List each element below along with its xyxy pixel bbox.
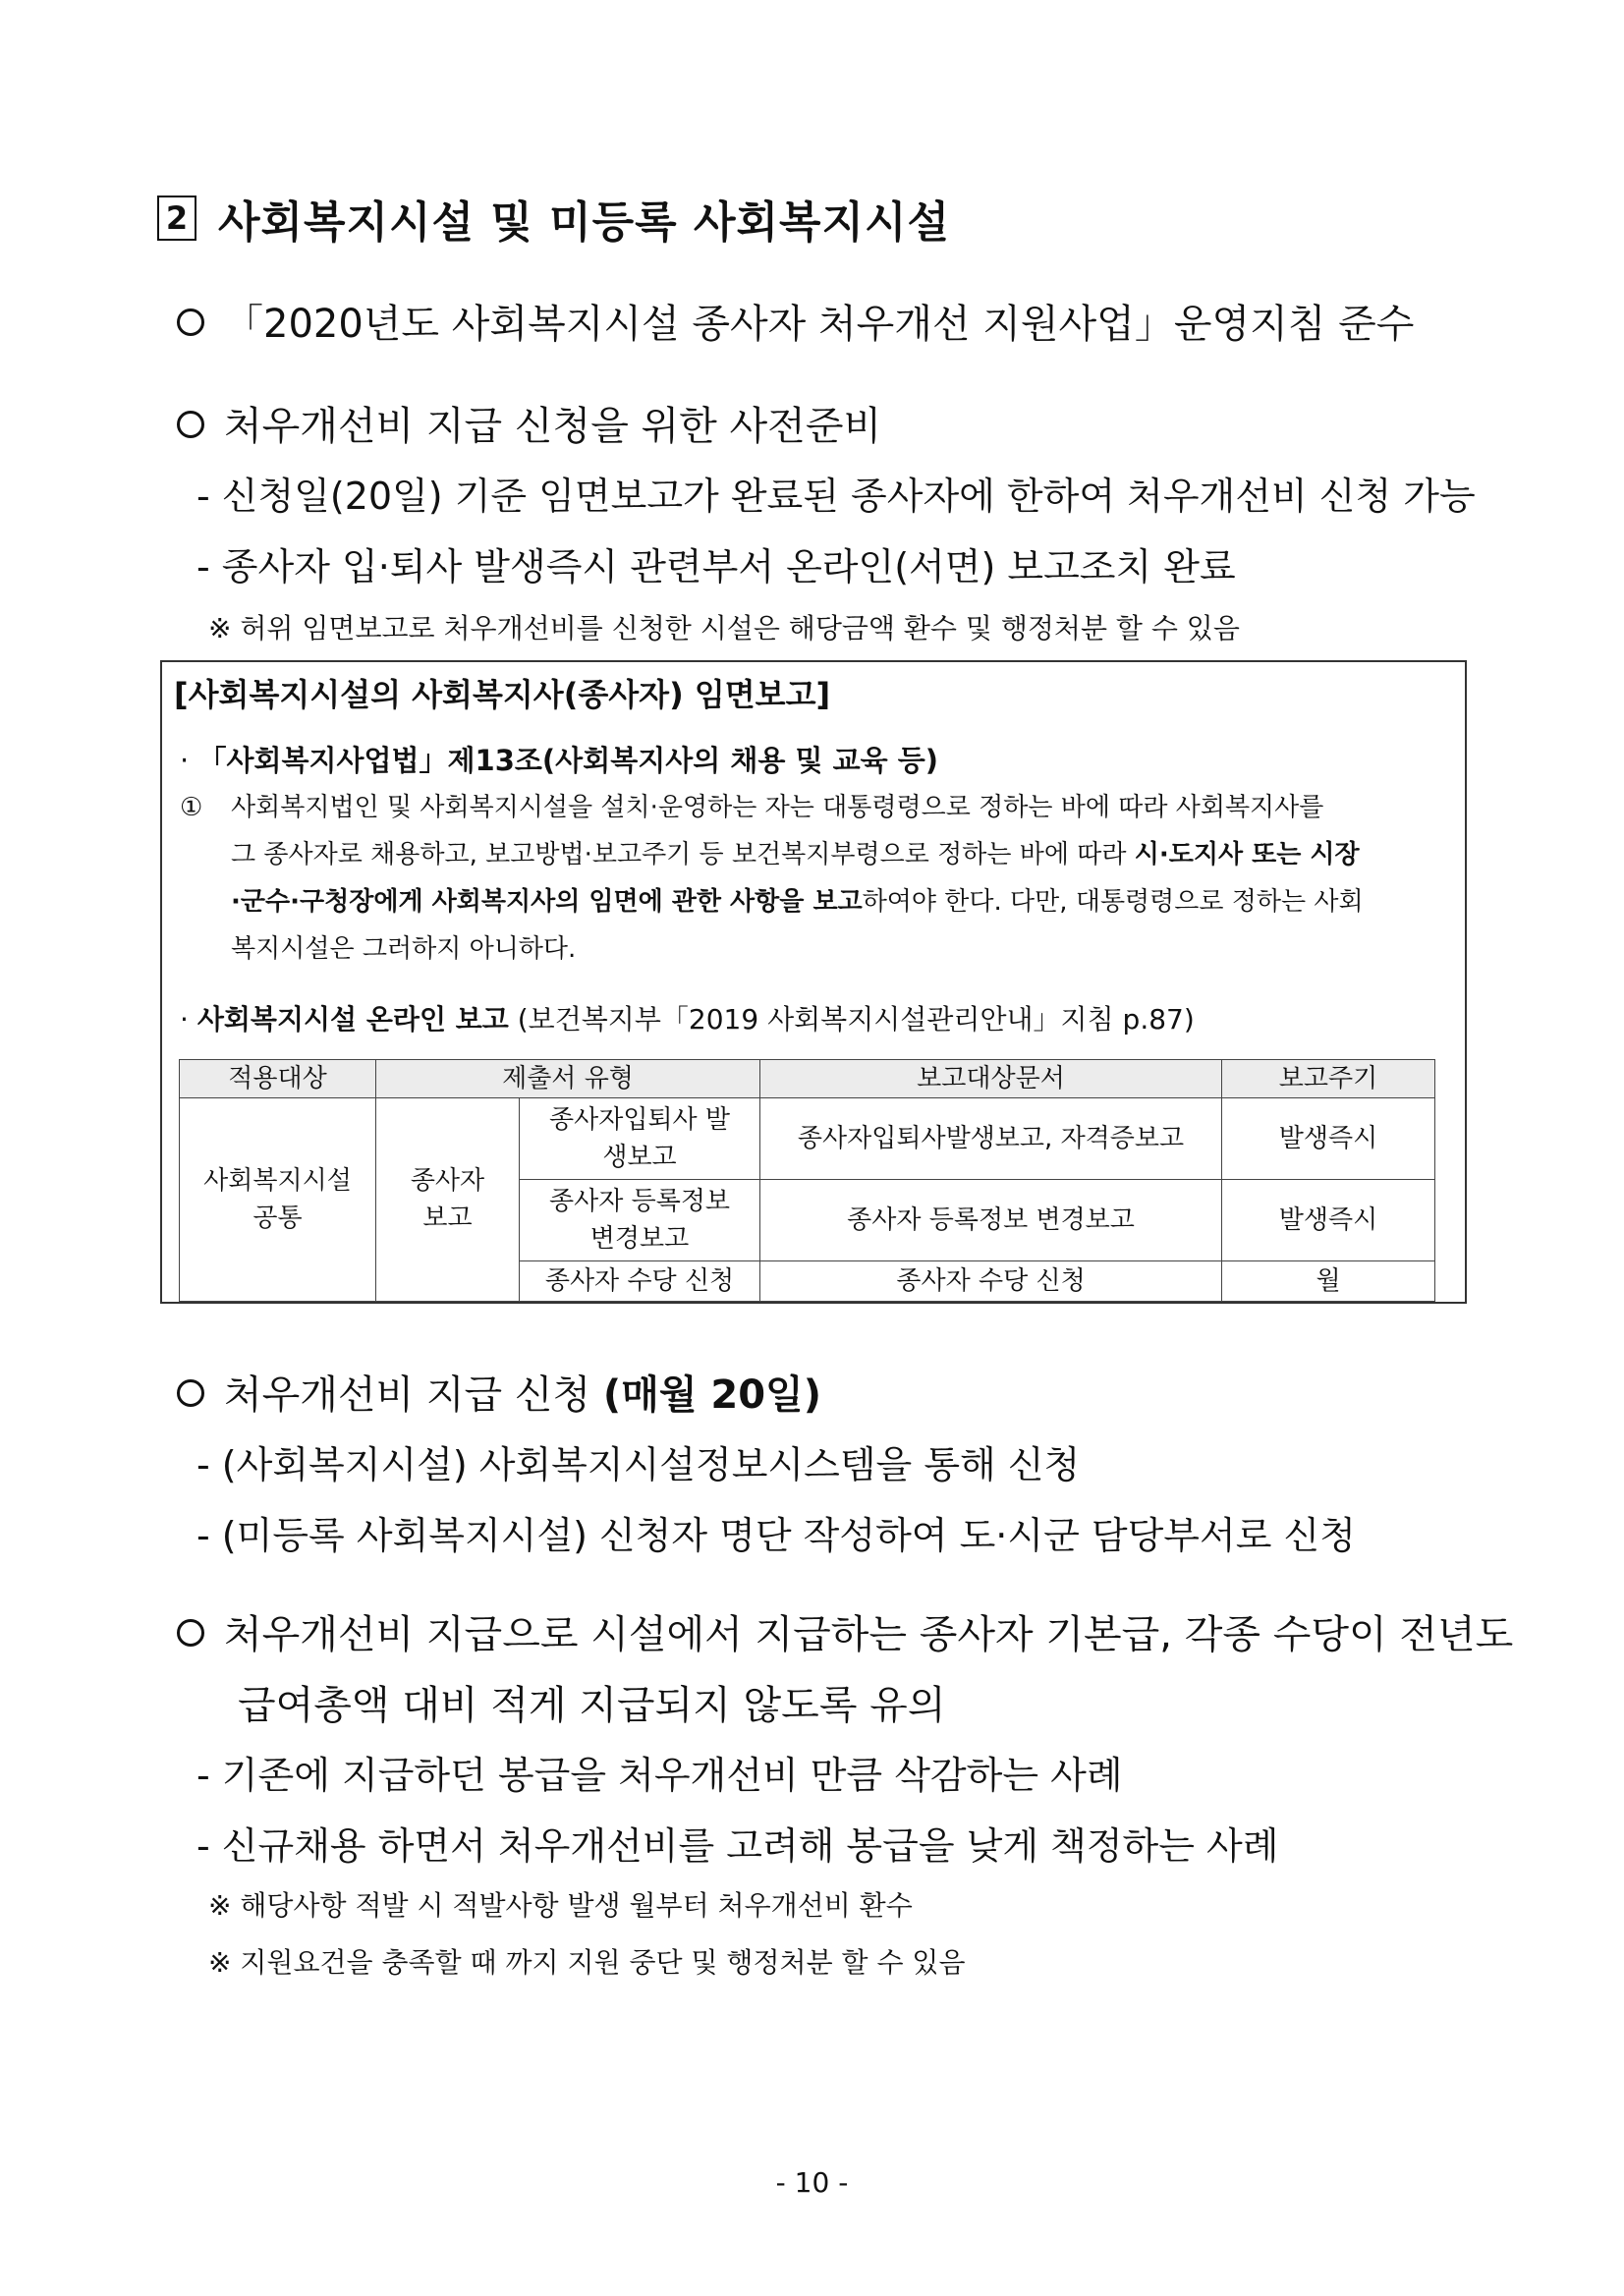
application-item-1: - (사회복지시설) 사회복지시설정보시스템을 통해 신청 [196,1443,1081,1486]
online-report-heading: · 사회복지시설 온라인 보고 (보건복지부「2019 사회복지시설관리안내」지침 p.87) [180,1003,1195,1036]
circle-bullet-icon [177,1619,204,1647]
table-cell-target: 사회복지시설 공통 [180,1098,376,1302]
table-header: 제출서 유형 [376,1060,760,1098]
table-header: 적용대상 [180,1060,376,1098]
table-cell: 종사자입퇴사 발생보고 [520,1098,760,1180]
table-row [180,1098,1435,1180]
section-title: 사회복지시설 및 미등록 사회복지시설 [218,197,951,248]
bullet-preparation: 처우개선비 지급 신청을 위한 사전준비 [177,395,881,451]
reference-box [160,660,1467,1304]
table-cell: 종사자 등록정보 변경보고 [520,1180,760,1261]
table-header: 보고대상문서 [760,1060,1222,1098]
prep-item-1: - 신청일(20일) 기준 임면보고가 완료된 종사자에 한하여 처우개선비 신청 가능 [196,475,1476,518]
caution-line-2: 급여총액 대비 적게 지급되지 않도록 유의 [238,1683,946,1728]
bullet-guideline: 「2020년도 사회복지시설 종사자 처우개선 지원사업」운영지침 준수 [177,293,1414,349]
table-cell: 종사자 수당 신청 [760,1261,1222,1302]
table-cell: 종사자 수당 신청 [520,1261,760,1302]
table-header: 보고주기 [1222,1060,1435,1098]
prep-note: ※ 허위 임면보고로 처우개선비를 신청한 시설은 해당금액 환수 및 행정처분 할 수 있음 [208,612,1240,644]
circle-bullet-icon [177,411,204,438]
section-number: 2 [157,196,196,241]
caution-note-2: ※ 지원요건을 충족할 때 까지 지원 중단 및 행정처분 할 수 있음 [208,1946,966,1979]
bullet-application: 처우개선비 지급 신청 (매월 20일) [177,1364,821,1420]
caution-note-1: ※ 해당사항 적발 시 적발사항 발생 월부터 처우개선비 환수 [208,1889,913,1922]
table-cell: 월 [1222,1261,1435,1302]
table-header-row [180,1060,1435,1098]
box-title: [사회복지시설의 사회복지사(종사자) 임면보고] [174,676,831,713]
application-item-2: - (미등록 사회복지시설) 신청자 명단 작성하여 도·시군 담당부서로 신청 [196,1514,1356,1557]
caution-item-2: - 신규채용 하면서 처우개선비를 고려해 봉급을 낮게 책정하는 사례 [196,1824,1279,1868]
report-table [179,1059,1435,1302]
caution-item-1: - 기존에 지급하던 봉급을 처우개선비 만큼 삭감하는 사례 [196,1754,1123,1797]
table-cell: 발생즉시 [1222,1098,1435,1180]
prep-item-2: - 종사자 입·퇴사 발생즉시 관련부서 온라인(서면) 보고조치 완료 [196,545,1236,588]
section-heading [157,187,950,250]
bullet-caution: 처우개선비 지급으로 시설에서 지급하는 종사자 기본급, 각종 수당이 전년도 [177,1603,1513,1659]
table-cell-type: 종사자 보고 [376,1098,520,1302]
table-cell: 종사자 등록정보 변경보고 [760,1180,1222,1261]
law-paragraph: ① 사회복지법인 및 사회복지시설을 설치·운영하는 자는 대통령령으로 정하는 바에 따라 사회복지사를 그 종사자로 채용하고, 보고방법·보고주기 등 보건복지부령으로 정하는 바에 따라 시·도지사 또는 시장 ·군수·구청장에게 사회복지사의 임면에 관한 사항을 보고하여야 한다. 다만, 대통령령으로 정하는 사회 복지시설은 그러하지 아니하다. [180,793,1364,964]
circle-bullet-icon [177,308,204,336]
law-reference: · 「사회복지사업법」제13조(사회복지사의 채용 및 교육 등) [180,744,938,777]
table-cell: 발생즉시 [1222,1180,1435,1261]
circle-bullet-icon [177,1379,204,1407]
page-number: - 10 - [775,2166,849,2199]
table-cell: 종사자입퇴사발생보고, 자격증보고 [760,1098,1222,1180]
